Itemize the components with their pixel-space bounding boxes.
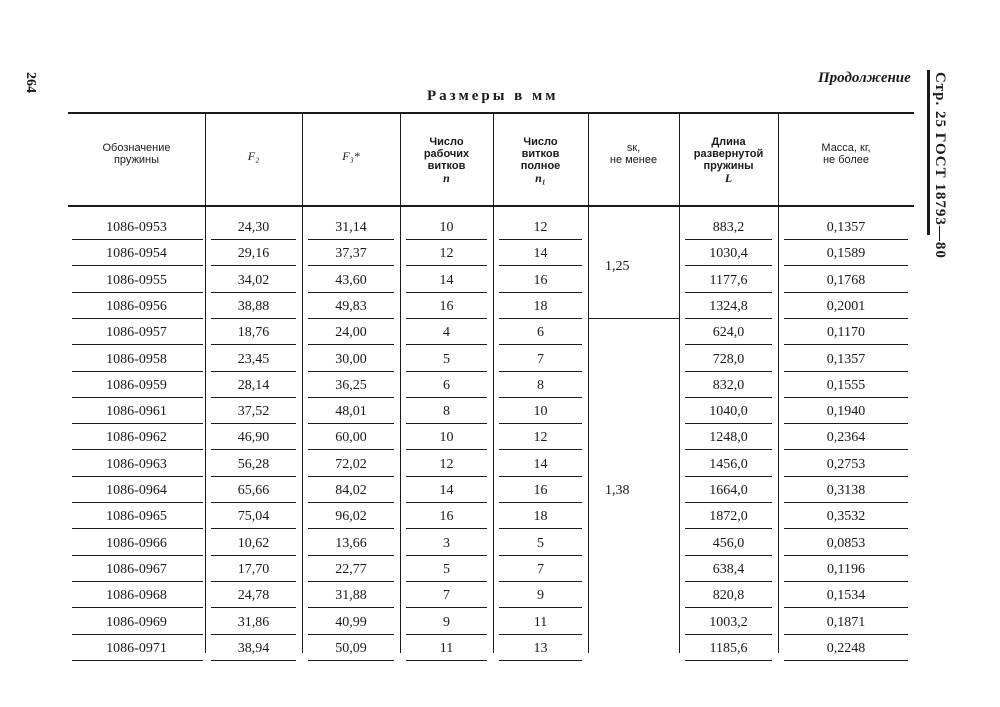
row-rule (308, 397, 394, 398)
row-rule (72, 581, 203, 582)
column-header-line: F₂ (247, 149, 260, 163)
column-header-line: пружины (703, 160, 754, 172)
cell-designation: 1086-0962 (106, 430, 167, 446)
row-rule (499, 292, 582, 293)
cell-L: 832,0 (712, 377, 745, 393)
row-rule (784, 318, 908, 319)
row-rule (308, 239, 394, 240)
column-header-line: sк, (626, 142, 641, 154)
cell-mass: 0,3532 (826, 509, 866, 525)
row-rule (406, 634, 487, 635)
table-header-rule (68, 205, 914, 207)
cell-designation: 1086-0964 (106, 483, 167, 498)
row-rule (685, 660, 772, 661)
column-header-line: развернутой (693, 148, 764, 160)
row-rule (406, 476, 487, 477)
cell-n1: 18 (533, 509, 548, 525)
cell-sk: 1,38 (605, 483, 630, 498)
row-rule (211, 239, 296, 240)
cell-n: 9 (443, 614, 450, 630)
row-rule (211, 423, 296, 424)
column-header-line: F₃* (342, 149, 360, 163)
row-rule (685, 397, 772, 398)
row-rule (211, 397, 296, 398)
cell-f3: 84,02 (335, 483, 367, 498)
row-rule (499, 265, 582, 266)
row-rule (406, 397, 487, 398)
cell-f3: 43,60 (335, 272, 367, 288)
row-rule (308, 555, 394, 556)
row-rule (499, 318, 582, 319)
row-rule (406, 292, 487, 293)
cell-L: 1664,0 (709, 483, 748, 498)
cell-L: 1248,0 (709, 430, 748, 446)
cell-f3: 31,14 (335, 220, 367, 235)
cell-f3: 24,00 (335, 325, 367, 341)
table-caption: Размеры в мм (427, 88, 559, 104)
row-rule (72, 449, 203, 450)
cell-n: 11 (439, 640, 454, 656)
column-header (400, 136, 493, 184)
row-rule (406, 344, 487, 345)
row-rule (499, 502, 582, 503)
row-rule (784, 634, 908, 635)
continuation-label: Продолжение (818, 70, 911, 86)
column-header-line: рабочих (423, 148, 470, 160)
row-rule (685, 476, 772, 477)
column-header-line: L (724, 171, 733, 185)
row-rule (685, 581, 772, 582)
cell-mass: 0,2753 (826, 456, 866, 472)
row-rule (72, 344, 203, 345)
cell-n1: 10 (533, 404, 548, 420)
row-rule (72, 634, 203, 635)
cell-designation: 1086-0958 (106, 351, 167, 367)
cell-n: 8 (443, 404, 450, 420)
cell-f2: 38,88 (237, 298, 270, 314)
row-rule (72, 423, 203, 424)
row-rule (308, 581, 394, 582)
row-rule (211, 371, 296, 372)
cell-designation: 1086-0968 (106, 588, 167, 604)
row-rule (685, 239, 772, 240)
cell-L: 1185,6 (709, 640, 748, 656)
cell-L: 820,8 (712, 588, 745, 604)
cell-f3: 22,77 (335, 561, 367, 577)
cell-mass: 0,2364 (826, 430, 866, 446)
cell-n1: 14 (533, 246, 548, 262)
cell-f3: 72,02 (335, 456, 367, 472)
cell-n1: 16 (533, 483, 548, 498)
row-rule (406, 423, 487, 424)
row-rule (308, 502, 394, 503)
cell-n1: 9 (537, 588, 544, 604)
cell-n1: 7 (537, 351, 544, 367)
row-rule (308, 423, 394, 424)
cell-mass: 0,1357 (826, 351, 866, 367)
column-header-line: n₁ (535, 171, 546, 185)
row-rule (499, 423, 582, 424)
column-header-line: Масса, кг, (821, 142, 871, 154)
cell-mass: 0,1555 (826, 377, 866, 393)
cell-L: 883,2 (712, 220, 745, 235)
side-rule (927, 70, 930, 235)
row-rule (685, 292, 772, 293)
cell-designation: 1086-0953 (106, 220, 167, 235)
table-top-rule (68, 112, 914, 114)
row-rule (406, 528, 487, 529)
cell-n: 10 (439, 430, 454, 446)
column-header (68, 142, 205, 166)
cell-n1: 16 (533, 272, 548, 288)
row-rule (784, 239, 908, 240)
cell-n1: 12 (533, 220, 548, 235)
cell-f2: 75,04 (237, 509, 270, 525)
column-header-line: Длина (711, 136, 746, 148)
cell-n: 14 (439, 272, 454, 288)
cell-mass: 0,2001 (826, 298, 866, 314)
row-rule (406, 581, 487, 582)
row-rule (308, 528, 394, 529)
page-number: 264 (23, 72, 38, 93)
cell-n: 6 (443, 377, 450, 393)
cell-L: 1177,6 (709, 272, 748, 288)
row-rule (499, 449, 582, 450)
row-rule (499, 634, 582, 635)
column-header-line: витков (427, 160, 466, 172)
row-rule (685, 528, 772, 529)
cell-n: 12 (439, 456, 454, 472)
cell-n: 4 (443, 325, 450, 341)
row-rule (406, 265, 487, 266)
row-rule (499, 371, 582, 372)
row-rule (499, 660, 582, 661)
row-rule (499, 581, 582, 582)
cell-designation: 1086-0955 (106, 272, 167, 288)
row-rule (685, 449, 772, 450)
row-rule (308, 607, 394, 608)
cell-n1: 8 (537, 377, 544, 393)
column-header-line: Число (429, 136, 464, 148)
row-rule (72, 397, 203, 398)
cell-sk: 1,25 (605, 259, 630, 275)
cell-designation: 1086-0969 (106, 614, 167, 630)
row-rule (308, 634, 394, 635)
cell-designation: 1086-0966 (106, 535, 167, 551)
row-rule (72, 555, 203, 556)
cell-f3: 31,88 (335, 588, 367, 604)
column-header (302, 150, 400, 162)
cell-n: 16 (439, 509, 454, 525)
row-rule (784, 528, 908, 529)
row-rule (784, 476, 908, 477)
row-rule (211, 581, 296, 582)
cell-L: 1003,2 (709, 614, 748, 630)
cell-f3: 48,01 (335, 404, 367, 420)
column-header-line: не более (822, 154, 870, 166)
row-rule (72, 502, 203, 503)
cell-n1: 5 (537, 535, 544, 551)
cell-f2: 37,52 (237, 404, 270, 420)
row-rule (211, 634, 296, 635)
cell-designation: 1086-0957 (106, 325, 167, 341)
row-rule (72, 318, 203, 319)
cell-n1: 6 (537, 325, 544, 341)
column-header (778, 142, 914, 166)
cell-f2: 65,66 (237, 483, 270, 498)
row-rule (406, 239, 487, 240)
cell-L: 456,0 (712, 535, 745, 551)
row-rule (499, 344, 582, 345)
row-rule (499, 397, 582, 398)
row-rule (784, 660, 908, 661)
row-rule (308, 660, 394, 661)
cell-f2: 24,78 (237, 588, 270, 604)
cell-mass: 0,2248 (826, 640, 866, 656)
cell-f2: 23,45 (237, 351, 270, 367)
row-rule (308, 344, 394, 345)
cell-n1: 12 (533, 430, 548, 446)
cell-n: 3 (443, 535, 450, 551)
cell-f3: 36,25 (335, 377, 367, 393)
row-rule (406, 449, 487, 450)
row-rule (211, 607, 296, 608)
column-header (588, 142, 679, 166)
row-rule (784, 344, 908, 345)
cell-n: 5 (443, 351, 450, 367)
cell-f2: 18,76 (237, 325, 270, 341)
cell-mass: 0,0853 (826, 535, 866, 551)
cell-mass: 0,1170 (827, 325, 865, 341)
column-header-line: не менее (609, 154, 658, 166)
row-rule (308, 371, 394, 372)
cell-L: 1872,0 (709, 509, 748, 525)
cell-f3: 37,37 (335, 246, 367, 262)
row-rule (72, 265, 203, 266)
row-rule (308, 292, 394, 293)
cell-L: 728,0 (712, 351, 745, 367)
row-rule (685, 555, 772, 556)
row-rule (784, 607, 908, 608)
cell-f2: 28,14 (237, 377, 270, 393)
row-rule (72, 660, 203, 661)
row-rule (406, 502, 487, 503)
cell-f2: 38,94 (237, 640, 270, 656)
cell-n1: 7 (537, 561, 544, 577)
column-header (205, 150, 302, 162)
cell-f2: 10,62 (237, 535, 270, 551)
row-rule (499, 607, 582, 608)
cell-designation: 1086-0954 (106, 246, 167, 262)
cell-n1: 14 (533, 456, 548, 472)
row-rule (308, 318, 394, 319)
standard-reference: Стр. 25 ГОСТ 18793—80 (932, 72, 948, 259)
row-rule (72, 528, 203, 529)
cell-f2: 24,30 (237, 220, 270, 235)
row-rule (211, 265, 296, 266)
row-rule (784, 397, 908, 398)
cell-L: 1030,4 (709, 246, 748, 262)
row-rule (72, 239, 203, 240)
row-rule (685, 502, 772, 503)
cell-f3: 96,02 (335, 509, 367, 525)
row-rule (211, 292, 296, 293)
row-rule (499, 476, 582, 477)
column-divider (588, 114, 589, 653)
row-rule (406, 318, 487, 319)
cell-f2: 29,16 (237, 246, 270, 262)
cell-mass: 0,1940 (826, 404, 866, 420)
row-rule (685, 634, 772, 635)
row-rule (784, 555, 908, 556)
cell-designation: 1086-0963 (106, 456, 167, 472)
cell-f2: 46,90 (237, 430, 270, 446)
row-rule (406, 371, 487, 372)
cell-mass: 0,1589 (826, 246, 866, 262)
cell-mass: 0,3138 (826, 483, 866, 498)
cell-f3: 49,83 (335, 298, 367, 314)
cell-designation: 1086-0967 (106, 561, 167, 577)
cell-f3: 40,99 (335, 614, 367, 630)
cell-f3: 30,00 (335, 351, 367, 367)
cell-mass: 0,1196 (827, 561, 865, 577)
cell-designation: 1086-0971 (106, 640, 167, 656)
cell-mass: 0,1871 (826, 614, 866, 630)
row-rule (685, 423, 772, 424)
row-rule (784, 449, 908, 450)
row-rule (784, 265, 908, 266)
row-rule (308, 265, 394, 266)
column-header-line: Число (523, 136, 558, 148)
row-rule (784, 423, 908, 424)
row-rule (72, 607, 203, 608)
row-rule (685, 371, 772, 372)
row-rule (406, 555, 487, 556)
cell-n1: 13 (533, 640, 548, 656)
cell-mass: 0,1768 (826, 272, 866, 288)
row-rule (308, 449, 394, 450)
row-rule (72, 371, 203, 372)
cell-n: 16 (439, 298, 454, 314)
column-header-line: витков (521, 148, 560, 160)
cell-designation: 1086-0956 (106, 298, 167, 314)
row-rule (685, 265, 772, 266)
row-rule (685, 607, 772, 608)
cell-f3: 60,00 (335, 430, 367, 446)
row-rule (211, 555, 296, 556)
row-rule (72, 476, 203, 477)
row-rule (211, 449, 296, 450)
row-rule (784, 502, 908, 503)
cell-n: 14 (439, 483, 454, 498)
row-rule (211, 476, 296, 477)
group-divider (588, 318, 679, 319)
cell-f3: 50,09 (335, 640, 367, 656)
cell-n: 5 (443, 561, 450, 577)
column-header-line: полное (520, 160, 561, 172)
column-header-line: Обозначение (102, 142, 171, 154)
cell-n: 12 (439, 246, 454, 262)
cell-L: 624,0 (712, 325, 745, 341)
row-rule (499, 555, 582, 556)
row-rule (784, 292, 908, 293)
cell-f2: 34,02 (237, 272, 270, 288)
cell-n: 7 (443, 588, 450, 604)
row-rule (308, 476, 394, 477)
cell-f2: 56,28 (237, 456, 270, 472)
cell-mass: 0,1534 (826, 588, 866, 604)
cell-L: 1324,8 (709, 298, 748, 314)
cell-designation: 1086-0965 (106, 509, 167, 525)
row-rule (211, 318, 296, 319)
column-header (679, 136, 778, 184)
row-rule (685, 344, 772, 345)
cell-n1: 18 (533, 298, 548, 314)
cell-L: 1040,0 (709, 404, 748, 420)
row-rule (72, 292, 203, 293)
row-rule (406, 607, 487, 608)
cell-f2: 17,70 (237, 561, 270, 577)
cell-designation: 1086-0959 (106, 377, 167, 393)
row-rule (499, 239, 582, 240)
column-header-line: пружины (113, 154, 160, 166)
column-header (493, 136, 588, 184)
row-rule (211, 502, 296, 503)
row-rule (499, 528, 582, 529)
row-rule (784, 581, 908, 582)
cell-f2: 31,86 (237, 614, 270, 630)
row-rule (784, 371, 908, 372)
cell-n1: 11 (533, 614, 548, 630)
cell-f3: 13,66 (335, 535, 367, 551)
row-rule (211, 660, 296, 661)
cell-mass: 0,1357 (826, 220, 866, 235)
cell-L: 1456,0 (709, 456, 748, 472)
row-rule (685, 318, 772, 319)
column-header-line: n (443, 171, 450, 185)
row-rule (211, 528, 296, 529)
cell-designation: 1086-0961 (106, 404, 167, 420)
cell-L: 638,4 (712, 561, 745, 577)
row-rule (406, 660, 487, 661)
cell-n: 10 (439, 220, 454, 235)
row-rule (211, 344, 296, 345)
